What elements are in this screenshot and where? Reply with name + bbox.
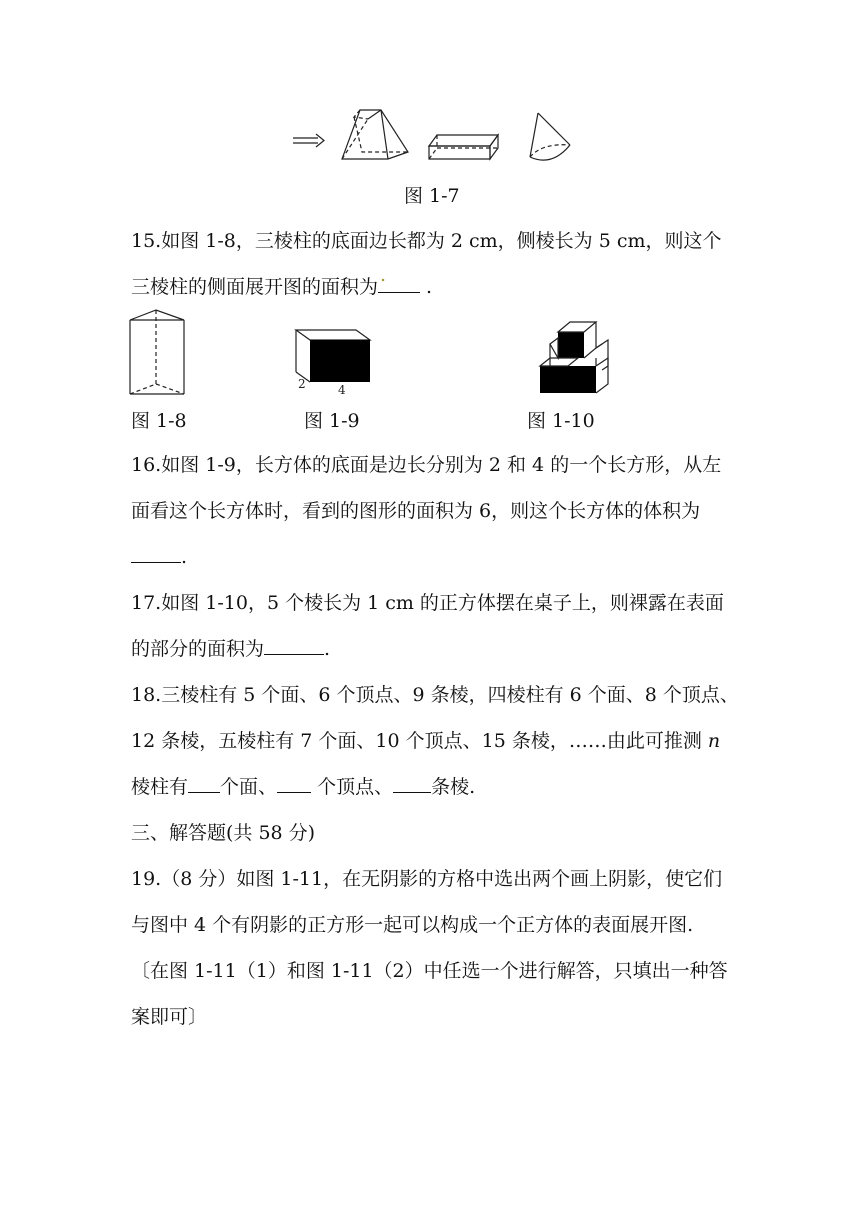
- figure-1-7-caption: 图 1-7: [404, 185, 460, 207]
- question-16-end: .: [181, 546, 188, 568]
- question-19-line-4: 案即可〕: [131, 1006, 208, 1028]
- answer-blank-18-edges[interactable]: [393, 774, 431, 793]
- question-15-end: .: [420, 276, 433, 298]
- figure-1-10: [536, 318, 616, 396]
- question-17: [131, 580, 741, 672]
- q18-vertices-label: 个顶点、: [311, 776, 394, 798]
- answer-blank-18-faces[interactable]: [188, 774, 220, 793]
- section-3-heading: [131, 810, 741, 856]
- answer-blank-18-vertices[interactable]: [277, 774, 311, 793]
- question-19-line-2: 与图中 4 个有阴影的正方形一起可以构成一个正方体的表面展开图.: [131, 914, 694, 936]
- question-19-line-3: 〔在图 1-11（1）和图 1-11（2）中任选一个进行解答，只填出一种答: [131, 960, 728, 982]
- label-length-4: 4: [338, 383, 346, 394]
- question-15-line-2: [131, 264, 741, 310]
- blank-mark: .: [380, 264, 387, 286]
- prism-shape: [429, 135, 498, 159]
- question-19-line-1: 19.（8 分）如图 1-11，在无阴影的方格中选出两个画上阴影，使它们: [131, 868, 723, 890]
- answer-blank-15[interactable]: [378, 264, 420, 293]
- figure-1-8-caption: 图 1-8: [131, 410, 187, 432]
- label-width-2: 2: [298, 377, 306, 391]
- answer-blank-17[interactable]: [264, 636, 324, 655]
- question-18-line-3: [131, 764, 741, 810]
- question-15-line-1: 15.如图 1-8，三棱柱的底面边长都为 2 cm，侧棱长为 5 cm，则这个: [131, 230, 722, 252]
- q18-faces-label: 个面、: [220, 776, 278, 798]
- question-18: [131, 672, 741, 810]
- question-18-line-1: 18.三棱柱有 5 个面、6 个顶点、9 条棱，四棱柱有 6 个面、8 个顶点、: [131, 684, 739, 706]
- question-16-line-2: 面看这个长方体时，看到的图形的面积为 6，则这个长方体的体积为: [131, 500, 701, 522]
- question-17-line-1: 17.如图 1-10，5 个棱长为 1 cm 的正方体摆在桌子上，则裸露在表面: [131, 592, 724, 614]
- figure-1-9: [292, 322, 378, 394]
- variable-n: n: [707, 730, 721, 752]
- figure-1-8: [126, 308, 188, 398]
- answer-blank-16[interactable]: [131, 544, 181, 563]
- q18-edges-label: 条棱.: [431, 776, 476, 798]
- q18-prefix: 棱柱有: [131, 776, 189, 798]
- figure-1-7: [290, 105, 580, 167]
- arrow-icon: [293, 134, 324, 147]
- question-16-line-1: 16.如图 1-9，长方体的底面是边长分别为 2 和 4 的一个长方形，从左: [131, 454, 722, 476]
- cone-shape: [530, 113, 570, 160]
- question-18-text: 12 条棱，五棱柱有 7 个面、10 个顶点、15 条棱，……由此可推测: [131, 730, 702, 752]
- question-15: [131, 218, 741, 310]
- section-3-title: 三、解答题(共 58 分): [131, 822, 316, 844]
- question-17-line-2: [131, 626, 741, 672]
- frustum-shape: [342, 110, 408, 159]
- question-18-line-2: [131, 718, 741, 764]
- question-16: [131, 442, 741, 580]
- question-19: [131, 856, 741, 1040]
- figure-1-10-caption: 图 1-10: [527, 410, 595, 432]
- question-17-text: 的部分的面积为: [131, 638, 265, 660]
- question-16-line-3: [131, 534, 741, 580]
- figure-1-9-caption: 图 1-9: [304, 410, 360, 432]
- question-15-text: 三棱柱的侧面展开图的面积为: [131, 276, 379, 298]
- question-17-end: .: [324, 638, 331, 660]
